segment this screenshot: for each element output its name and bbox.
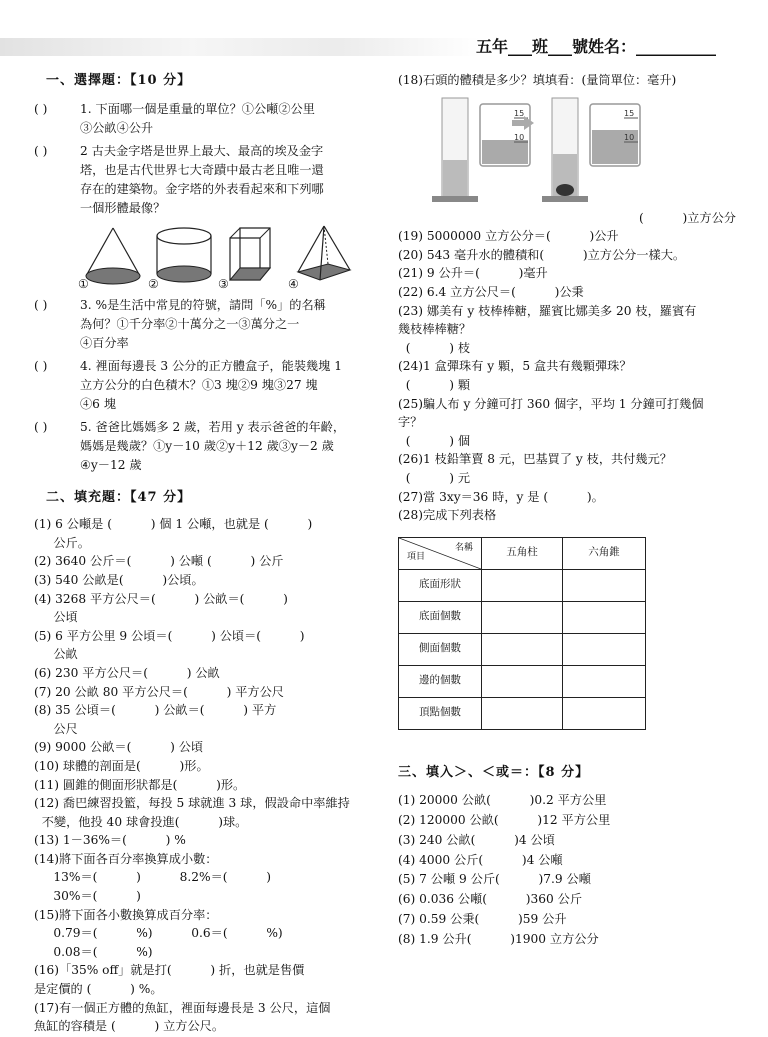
answer-cell[interactable] — [563, 697, 646, 729]
question-18: (18)石頭的體積是多少？填填看：(量筒單位：毫升) — [398, 73, 677, 87]
question-line: 3. %是生活中常見的符號，請問「%」的名稱 — [80, 297, 326, 312]
right-column — [398, 72, 738, 950]
fill-in-line: (24)1 盒彈珠有 y 顆，5 盒共有幾顆彈珠？ — [398, 359, 632, 374]
fill-in-line[interactable]: (6) 230 平方公尺＝( ) 公畝 — [34, 665, 220, 680]
fill-in-line: 公頃 — [34, 610, 78, 625]
compare-line[interactable]: (3) 240 公畝( )4 公頃 — [398, 832, 555, 847]
question-line: ④y－12 歲 — [80, 457, 142, 472]
fill-in-line[interactable]: ( ) 元 — [398, 470, 471, 485]
fill-in-line[interactable]: (20) 543 毫升水的體積和( )立方公分一樣大。 — [398, 247, 686, 262]
section-multiple-choice-title: 一、選擇題：【10 分】 — [46, 73, 192, 88]
fill-in-line: 字？ — [398, 415, 423, 430]
fill-in-line: (26)1 枝鉛筆賣 8 元，巴基買了 y 枝，共付幾元？ — [398, 452, 672, 467]
tick-label-15: 15 — [514, 108, 525, 118]
q18-answer[interactable]: ( )立方公分 — [638, 210, 736, 225]
question-line: 2 古夫金字塔是世界上最大、最高的埃及金字 — [80, 143, 324, 158]
column-header: 五角柱 — [482, 537, 563, 569]
fill-in-line[interactable]: 13%＝( ) 8.2%＝( ) — [34, 870, 272, 885]
question-line: 一個形體最像？ — [80, 200, 166, 215]
pyramid-figure — [290, 222, 356, 294]
fill-in-line[interactable]: 不變，他投 40 球會投進( )球。 — [34, 814, 248, 829]
table-corner-header — [399, 537, 482, 569]
answer-cell[interactable] — [482, 569, 563, 601]
shape-label: ③ — [218, 277, 229, 291]
corner-label-name: 名稱 — [454, 542, 473, 553]
fill-in-line[interactable]: (2) 3640 公斤＝( ) 公噸 ( ) 公斤 — [34, 554, 284, 569]
compare-line[interactable]: (5) 7 公噸 9 公斤( )7.9 公噸 — [398, 872, 591, 887]
row-header: 底面個數 — [399, 601, 482, 633]
fill-in-line: 幾枝棒棒糖？ — [398, 322, 472, 337]
cone-figure — [80, 222, 146, 294]
fill-in-line: (17)有一個正方體的魚缸，裡面每邊長是 3 公尺，這個 — [34, 1000, 331, 1015]
fill-in-line[interactable]: (19) 5000000 立方公分＝( )公升 — [398, 229, 619, 244]
question-line: 立方公分的白色積木？①3 塊②9 塊③27 塊 — [80, 377, 318, 392]
section-compare-title: 三、填入＞、＜或＝：【8 分】 — [398, 764, 590, 780]
fill-in-line[interactable]: ( ) 枝 — [398, 340, 471, 355]
tick-label-15: 15 — [624, 108, 635, 118]
row-header: 頂點個數 — [399, 697, 482, 729]
mc-question-2 — [34, 142, 379, 218]
compare-list — [398, 791, 738, 948]
fill-in-line[interactable]: 0.08＝( %) — [34, 944, 153, 959]
fill-in-line[interactable]: (1) 6 公噸是 ( ) 個 1 公噸，也就是 ( ) — [34, 517, 313, 532]
fill-in-line[interactable]: (3) 540 公畝是( )公頃。 — [34, 572, 204, 587]
fill-in-line[interactable]: (13) 1－36%＝( ) % — [34, 833, 186, 848]
tick-label-10: 10 — [514, 132, 525, 142]
question-line: 媽媽是幾歲？①y－10 歲②y＋12 歲③y－2 歲 — [80, 438, 334, 453]
question-line: 4. 裡面每邊長 3 公分的正方體盒子，能裝幾塊 1 — [80, 358, 343, 373]
section-fill-in-title: 二、填充題：【47 分】 — [46, 489, 192, 505]
question-line: ④6 塊 — [80, 396, 117, 411]
column-header: 六角錐 — [563, 537, 646, 569]
fill-in-line[interactable]: ( ) 個 — [398, 433, 471, 448]
fill-in-line[interactable]: (10) 球體的剖面是( )形。 — [34, 758, 209, 773]
answer-cell[interactable] — [482, 697, 563, 729]
fill-in-line[interactable]: (9) 9000 公畝＝( ) 公頃 — [34, 740, 204, 755]
answer-paren[interactable]: ( ) — [34, 358, 48, 373]
shape-label: ① — [78, 277, 89, 291]
fill-in-line: (28)完成下列表格 — [398, 508, 497, 523]
fill-in-line[interactable]: (27)當 3xy＝36 時，y 是 ( )。 — [398, 489, 604, 504]
answer-cell[interactable] — [482, 601, 563, 633]
compare-line[interactable]: (7) 0.59 公秉( )59 公升 — [398, 912, 567, 927]
fill-in-line[interactable]: (11) 圓錐的側面形狀都是( )形。 — [34, 777, 246, 792]
fill-in-list — [34, 516, 379, 1036]
fill-in-line[interactable]: (22) 6.4 立方公尺＝( )公秉 — [398, 284, 584, 299]
compare-line[interactable]: (2) 120000 公畝( )12 平方公里 — [398, 813, 611, 828]
fill-in-line: 公尺 — [34, 721, 78, 736]
question-line: ④百分率 — [80, 335, 129, 350]
blurred-school-title — [0, 38, 480, 56]
row-header: 底面形狀 — [399, 569, 482, 601]
fill-in-line[interactable]: 魚缸的容積是 ( ) 立方公尺。 — [34, 1019, 225, 1034]
rectangular-prism-figure — [220, 222, 286, 294]
fill-in-line: (14)將下面各百分率換算成小數： — [34, 851, 218, 866]
fill-in-line: (23) 娜美有 y 枝棒棒糖，羅賓比娜美多 20 枝，羅賓有 — [398, 303, 697, 318]
cylinder-figure — [150, 222, 216, 294]
mc-question-3 — [34, 296, 379, 353]
shape-label: ② — [148, 277, 159, 291]
answer-paren[interactable]: ( ) — [34, 143, 48, 158]
fill-in-line[interactable]: 30%＝( ) — [34, 889, 141, 904]
fill-in-line: (25)騙人布 y 分鐘可打 360 個字，平均 1 分鐘可打幾個 — [398, 396, 704, 411]
compare-line[interactable]: (1) 20000 公畝( )0.2 平方公里 — [398, 793, 607, 808]
compare-line[interactable]: (4) 4000 公斤( )4 公噸 — [398, 852, 563, 867]
right-fill-in-list — [398, 228, 738, 525]
answer-paren[interactable]: ( ) — [34, 297, 48, 312]
corner-label-item: 項目 — [407, 552, 426, 563]
question-line: 存在的建築物。金字塔的外表看起來和下列哪 — [80, 181, 324, 196]
graduated-cylinder-figure — [414, 96, 738, 206]
mc-question-1 — [34, 100, 379, 138]
fill-in-line[interactable]: (16)「35% off」就是打( ) 折，也就是售價 — [34, 963, 305, 978]
fill-in-line[interactable]: ( ) 顆 — [398, 377, 471, 392]
answer-cell[interactable] — [563, 633, 646, 665]
solid-properties-table — [398, 537, 646, 730]
fill-in-line[interactable]: 0.79＝( %) 0.6＝( %) — [34, 926, 283, 941]
question-line: ③公畝④公升 — [80, 120, 154, 135]
fill-in-line[interactable]: (21) 9 公升＝( )毫升 — [398, 266, 548, 281]
answer-cell[interactable] — [482, 633, 563, 665]
compare-line[interactable]: (6) 0.036 公噸( )360 公斤 — [398, 892, 583, 907]
answer-cell[interactable] — [563, 569, 646, 601]
fill-in-line[interactable]: (4) 3268 平方公尺＝( ) 公畝＝( ) — [34, 591, 288, 606]
row-header: 側面個數 — [399, 633, 482, 665]
fill-in-line: 公斤。 — [34, 535, 90, 550]
question-line: 1. 下面哪一個是重量的單位？①公噸②公里 — [80, 101, 315, 116]
tick-label-10: 10 — [624, 132, 635, 142]
mc-question-5 — [34, 418, 379, 475]
answer-cell[interactable] — [563, 665, 646, 697]
fill-in-line[interactable]: 是定價的 ( ) %。 — [34, 982, 163, 997]
fill-in-line[interactable]: (7) 20 公畝 80 平方公尺＝( ) 平方公尺 — [34, 684, 284, 699]
shape-label: ④ — [288, 277, 299, 291]
question-line: 塔，也是古代世界七大奇蹟中最古老且唯一還 — [80, 162, 324, 177]
answer-paren[interactable]: ( ) — [34, 101, 48, 116]
fill-in-line: 公畝 — [34, 647, 78, 662]
page-header — [0, 34, 768, 60]
question-line: 5. 爸爸比媽媽多 2 歲，若用 y 表示爸爸的年齡， — [80, 419, 346, 434]
answer-paren[interactable]: ( ) — [34, 419, 48, 434]
row-header: 邊的個數 — [399, 665, 482, 697]
compare-line[interactable]: (8) 1.9 公升( )1900 立方公分 — [398, 931, 599, 946]
mc-question-4 — [34, 357, 379, 414]
answer-cell[interactable] — [482, 665, 563, 697]
answer-cell[interactable] — [563, 601, 646, 633]
class-name-line: 五年___班___號姓名：__________ — [476, 37, 717, 56]
solid-shapes-row — [80, 222, 379, 294]
measuring-cylinder-illustration — [414, 96, 714, 206]
fill-in-line[interactable]: (5) 6 平方公里 9 公頃＝( ) 公頃＝( ) — [34, 628, 305, 643]
fill-in-line: (12) 喬巴練習投籃，每投 5 球就進 3 球，假設命中率維持 — [34, 796, 350, 811]
question-line: 為何？①千分率②十萬分之一③萬分之一 — [80, 316, 300, 331]
left-column — [34, 66, 379, 1037]
fill-in-line: (15)將下面各小數換算成百分率： — [34, 907, 218, 922]
fill-in-line[interactable]: (8) 35 公頃＝( ) 公畝＝( ) 平方 — [34, 703, 277, 718]
